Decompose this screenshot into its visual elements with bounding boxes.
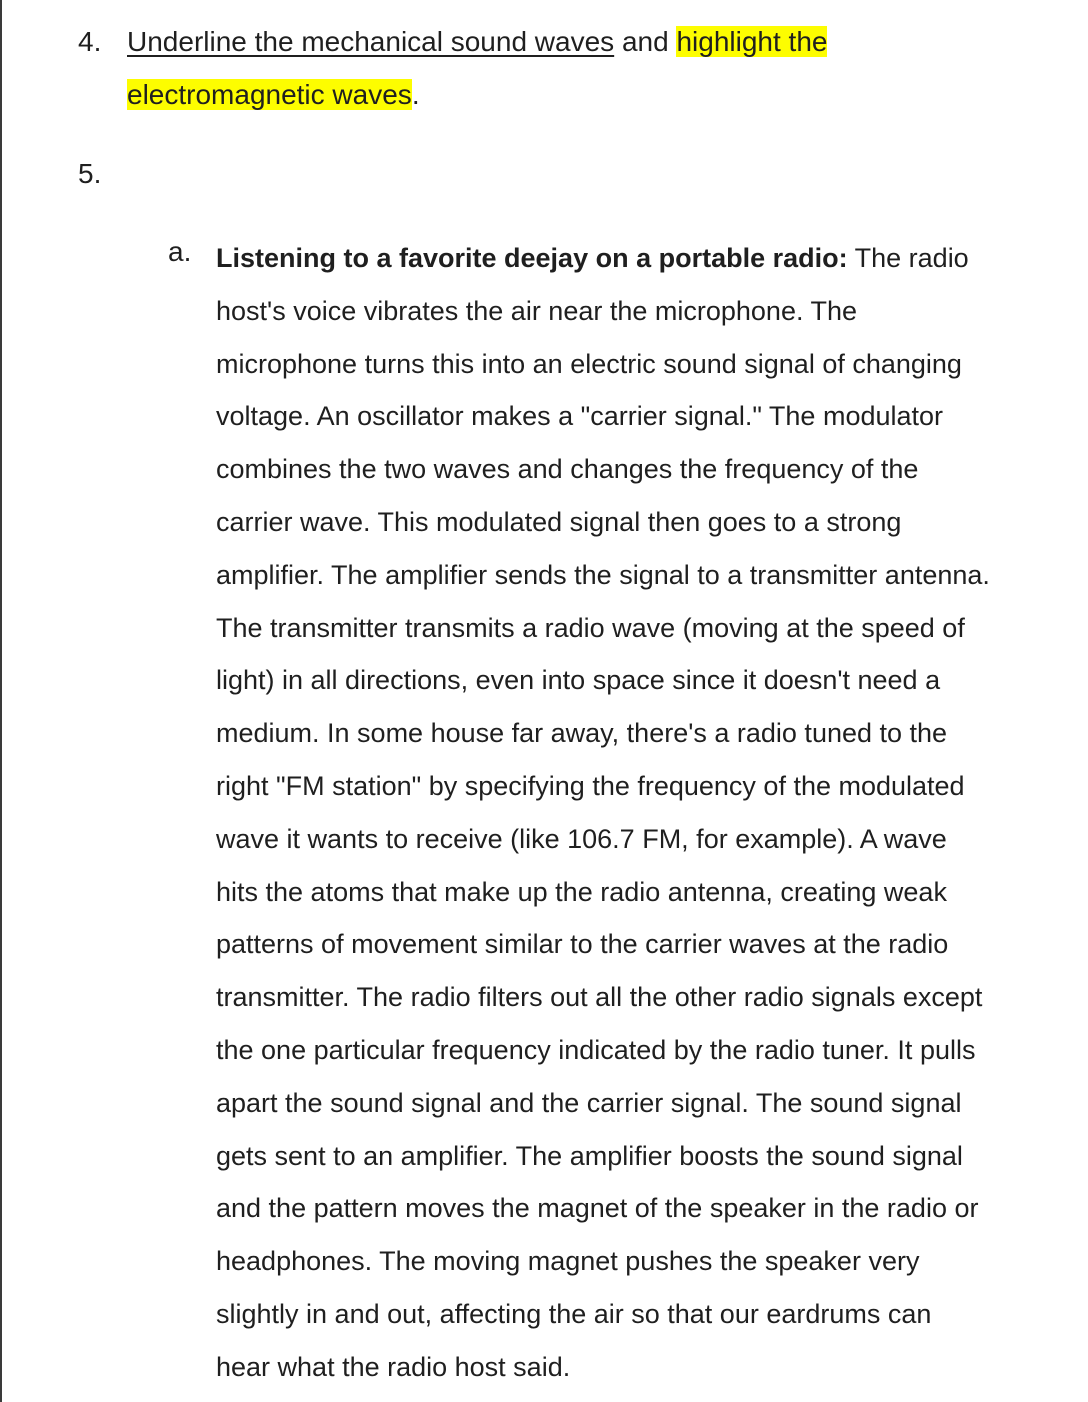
paragraph-line: transmitter. The radio filters out all the other radio signals except	[216, 982, 983, 1013]
item-a-heading: Listening to a favorite deejay on a portable radio:	[216, 243, 848, 273]
paragraph-line: and the pattern moves the magnet of the speaker in the radio or	[216, 1193, 979, 1224]
paragraph-line: amplifier. The amplifier sends the signal to a transmitter antenna.	[216, 559, 990, 590]
paragraph-line: apart the sound signal and the carrier signal. The sound signal	[216, 1087, 962, 1118]
paragraph-line: host's voice vibrates the air near the microphone. The	[216, 295, 857, 326]
item-a-paragraph	[216, 232, 1088, 1394]
paragraph-line: wave it wants to receive (like 106.7 FM, for example). A wave	[216, 823, 947, 854]
paragraph-line: hits the atoms that make up the radio antenna, creating weak	[216, 876, 947, 907]
highlighted-instruction-part-2: electromagnetic waves	[127, 79, 412, 110]
question-4-number: 4.	[78, 26, 102, 57]
instruction-connector: and	[614, 26, 677, 57]
page-left-edge	[0, 0, 2, 1402]
paragraph-line: medium. In some house far away, there's a radio tuned to the	[216, 718, 948, 749]
instruction-period: .	[411, 79, 420, 110]
paragraph-line: The transmitter transmits a radio wave (moving at the speed of	[216, 612, 965, 643]
highlighted-instruction-part-1: highlight the	[676, 26, 828, 57]
question-5-number: 5.	[78, 158, 102, 189]
paragraph-line: light) in all directions, even into space since it doesn't need a	[216, 665, 941, 696]
paragraph-line: microphone turns this into an electric sound signal of changing	[216, 348, 962, 379]
paragraph-line: headphones. The moving magnet pushes the speaker very	[216, 1246, 920, 1277]
underlined-instruction: Underline the mechanical sound waves	[127, 26, 615, 57]
paragraph-line: patterns of movement similar to the carrier waves at the radio	[216, 929, 949, 960]
paragraph-line: right "FM station" by specifying the frequency of the modulated	[216, 770, 965, 801]
item-a-letter: a.	[168, 236, 192, 267]
paragraph-line	[216, 232, 1088, 285]
paragraph-line: slightly in and out, affecting the air so that our eardrums can	[216, 1298, 932, 1329]
paragraph-line: voltage. An oscillator makes a "carrier signal." The modulator	[216, 401, 944, 432]
question-4-line-1	[127, 24, 827, 60]
paragraph-line: gets sent to an amplifier. The amplifier boosts the sound signal	[216, 1140, 963, 1171]
paragraph-line: hear what the radio host said.	[216, 1351, 571, 1382]
paragraph-line: the one particular frequency indicated by the radio tuner. It pulls	[216, 1034, 976, 1065]
paragraph-line: carrier wave. This modulated signal then goes to a strong	[216, 506, 902, 537]
paragraph-line: combines the two waves and changes the frequency of the	[216, 454, 919, 485]
paragraph-line-text: The radio	[847, 243, 969, 273]
question-4-line-2	[127, 77, 420, 113]
